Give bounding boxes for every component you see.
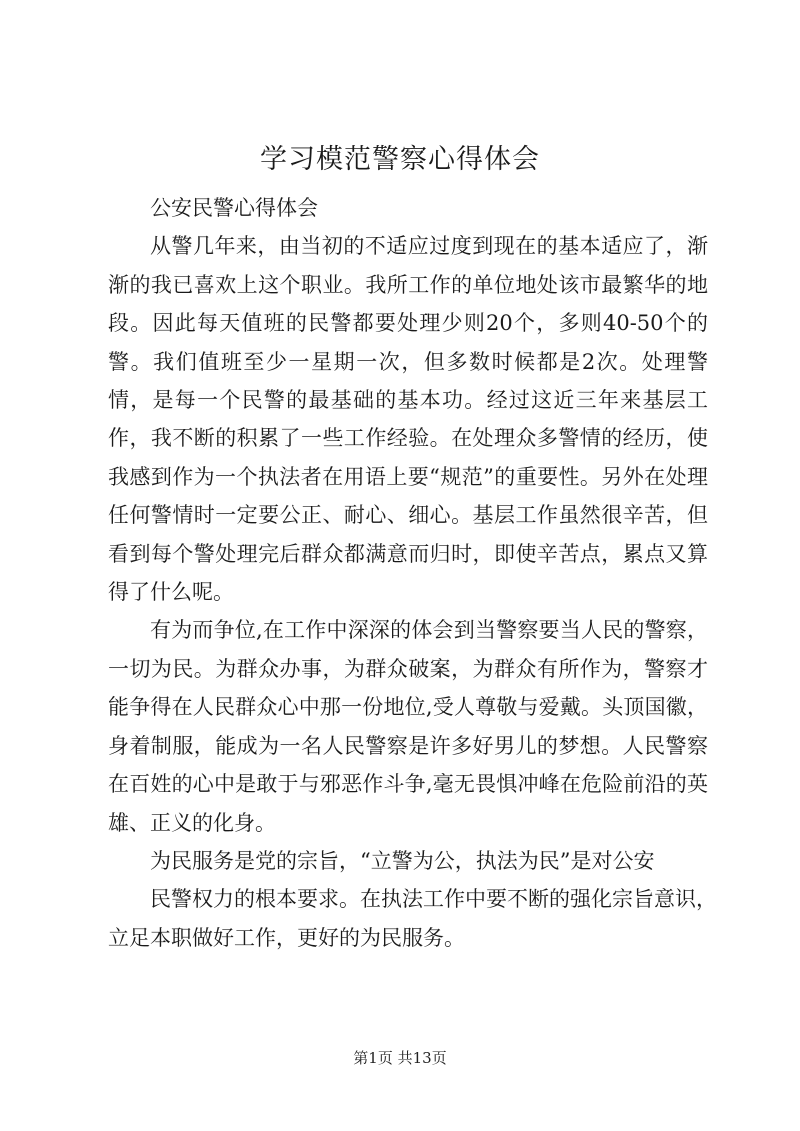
document-title: 学习模范警察心得体会 <box>260 144 540 175</box>
document-body <box>108 189 717 957</box>
paragraph-3-line-1: 为民服务是党的宗旨，“立警为公，执法为民”是对公安 <box>150 848 655 873</box>
paragraph-2: 有为而争位,在工作中深深的体会到当警察要当人民的警察，一切为民。为群众办事，为群众破案，为群众有所作为，警察才能争得在人民群众心中那一份地位,受人尊敬与爱戴。头顶国徽，身着制服，能成为一名人民警察是许多好男儿的梦想。人民警察在百姓的心中是敢于与邪恶作斗争,毫无畏惧冲峰在危险前沿的英雄、正义的化身。 <box>108 618 708 835</box>
paragraph-3-line-3: 立足本职做好工作，更好的为民服务。 <box>108 925 465 950</box>
paragraph-3-line-2: 民警权力的根本要求。在执法工作中要不断的强化宗旨意识， <box>150 887 717 912</box>
page-number-footer: 第1页 共13页 <box>353 1049 447 1067</box>
document-subtitle: 公安民警心得体会 <box>150 196 318 220</box>
paragraph-1: 从警几年来，由当初的不适应过度到现在的基本适应了，渐渐的我已喜欢上这个职业。我所工作的单位地处该市最繁华的地段。因此每天值班的民警都要处理少则20个，多则40-50个的警。我们值班至少一星期一次，但多数时候都是2次。处理警情，是每一个民警的最基础的基本功。经过这近三年来基层工作，我不断的积累了一些工作经验。在处理众多警情的经历，使我感到作为一个执法者在用语上要“规范”的重要性。另外在处理任何警情时一定要公正、耐心、细心。基层工作虽然很辛苦，但看到每个警处理完后群众都满意而归时，即使辛苦点，累点又算得了什么呢。 <box>108 234 708 605</box>
